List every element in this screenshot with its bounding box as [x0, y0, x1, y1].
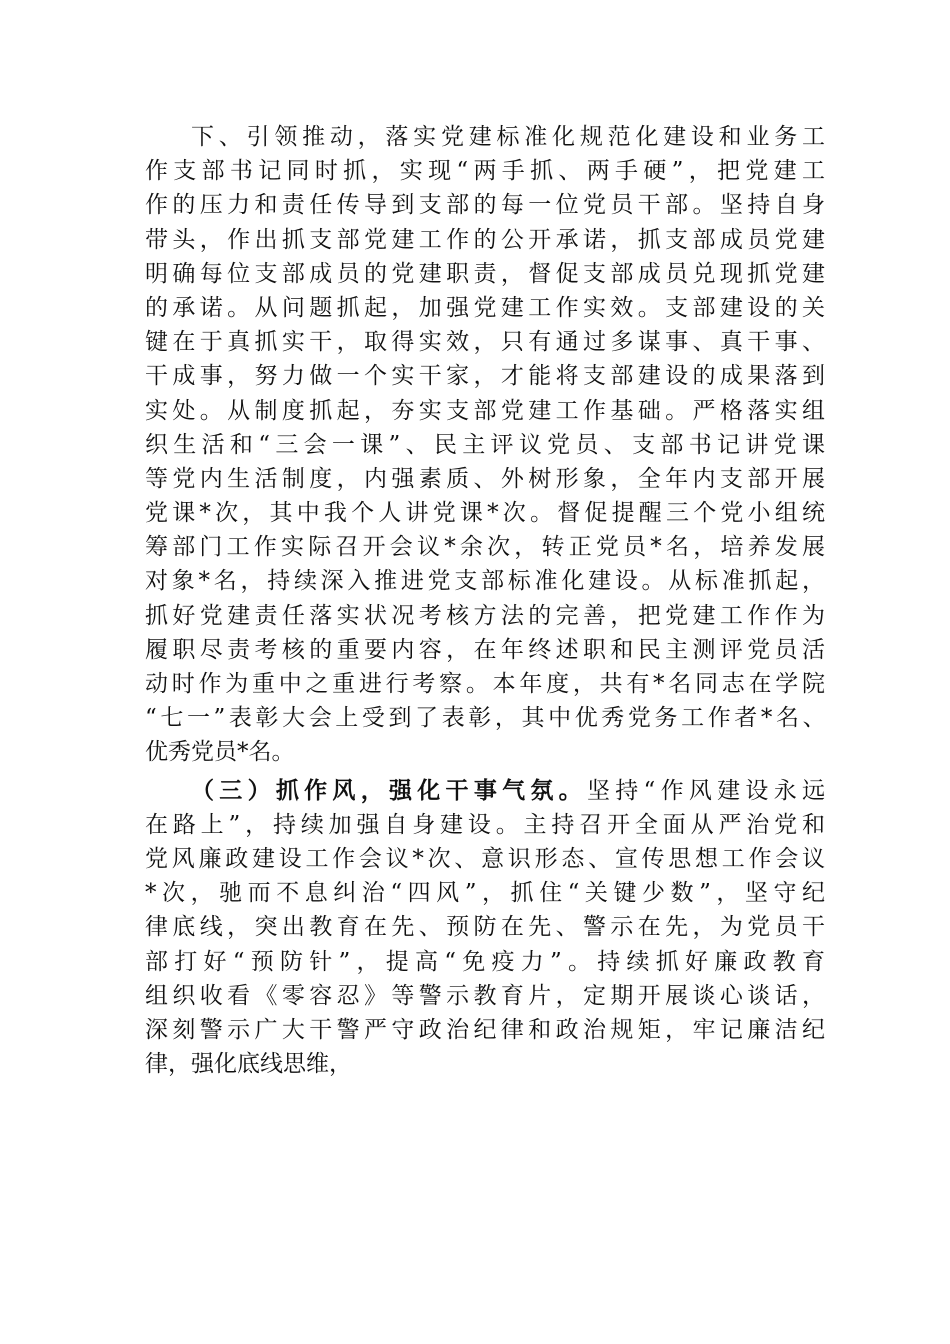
text-line: 党课*次，其中我个人讲党课*次。督促提醒三个党小组统: [145, 500, 825, 527]
text-line: 作的压力和责任传导到支部的每一位党员干部。坚持自身: [145, 192, 825, 219]
text-line: 明确每位支部成员的党建职责，督促支部成员兑现抓党建: [145, 260, 825, 287]
text-line: “七一”表彰大会上受到了表彰，其中优秀党务工作者*名、: [145, 705, 825, 732]
text-line: 抓好党建责任落实状况考核方法的完善，把党建工作作为: [145, 602, 825, 629]
text-line: [145, 774, 825, 808]
text-line: 等党内生活制度，内强素质、外树形象，全年内支部开展: [145, 465, 825, 492]
text-line: *次，驰而不息纠治“四风”，抓住“关键少数”，坚守纪: [145, 880, 825, 907]
text-line: 深刻警示广大干警严守政治纪律和政治规矩，牢记廉洁纪: [145, 1016, 825, 1043]
document-body: [145, 120, 825, 1081]
text-line: 的承诺。从问题抓起，加强党建工作实效。支部建设的关: [145, 294, 825, 321]
text-line: 优秀党员*名。: [145, 739, 295, 766]
text-line: 筹部门工作实际召开会议*余次，转正党员*名，培养发展: [145, 534, 825, 561]
text-line: 党风廉政建设工作会议*次、意识形态、宣传思想工作会议: [145, 845, 825, 872]
paragraph-work-style: [145, 774, 825, 1082]
text-line: 在路上”，持续加强自身建设。主持召开全面从严治党和: [145, 811, 825, 838]
text-line: 履职尽责考核的重要内容，在年终述职和民主测评党员活: [145, 636, 825, 663]
text-line: 键在于真抓实干，取得实效，只有通过多谋事、真干事、: [145, 329, 825, 356]
text-line: 律，强化底线思维，: [145, 1051, 352, 1078]
text-line: 织生活和“三会一课”、民主评议党员、支部书记讲党课: [145, 431, 825, 458]
text-line: 组织收看《零容忍》等警示教育片，定期开展谈心谈话，: [145, 982, 825, 1009]
text-line: 动时作为重中之重进行考察。本年度，共有*名同志在学院: [145, 671, 825, 697]
text-line: 律底线，突出教育在先、预防在先、警示在先，为党员干: [145, 914, 825, 941]
text-line: 部打好“预防针”，提高“免疫力”。持续抓好廉政教育: [145, 948, 825, 975]
section-heading: （三）抓作风，强化干事气氛。: [191, 776, 587, 804]
paragraph-party-building: [145, 120, 825, 770]
text-line: 实处。从制度抓起，夯实支部党建工作基础。严格落实组: [145, 397, 825, 424]
heading-line-rest: 坚持“作风建设永远: [586, 777, 825, 804]
text-line: 对象*名，持续深入推进党支部标准化建设。从标准抓起，: [145, 568, 825, 595]
text-line: 下、引领推动，落实党建标准化规范化建设和业务工: [191, 124, 825, 150]
text-line: 干成事，努力做一个实干家，才能将支部建设的成果落到: [145, 363, 825, 390]
text-line: 带头，作出抓支部党建工作的公开承诺，抓支部成员党建: [145, 226, 825, 253]
text-line: 作支部书记同时抓，实现“两手抓、两手硬”，把党建工: [145, 158, 825, 185]
